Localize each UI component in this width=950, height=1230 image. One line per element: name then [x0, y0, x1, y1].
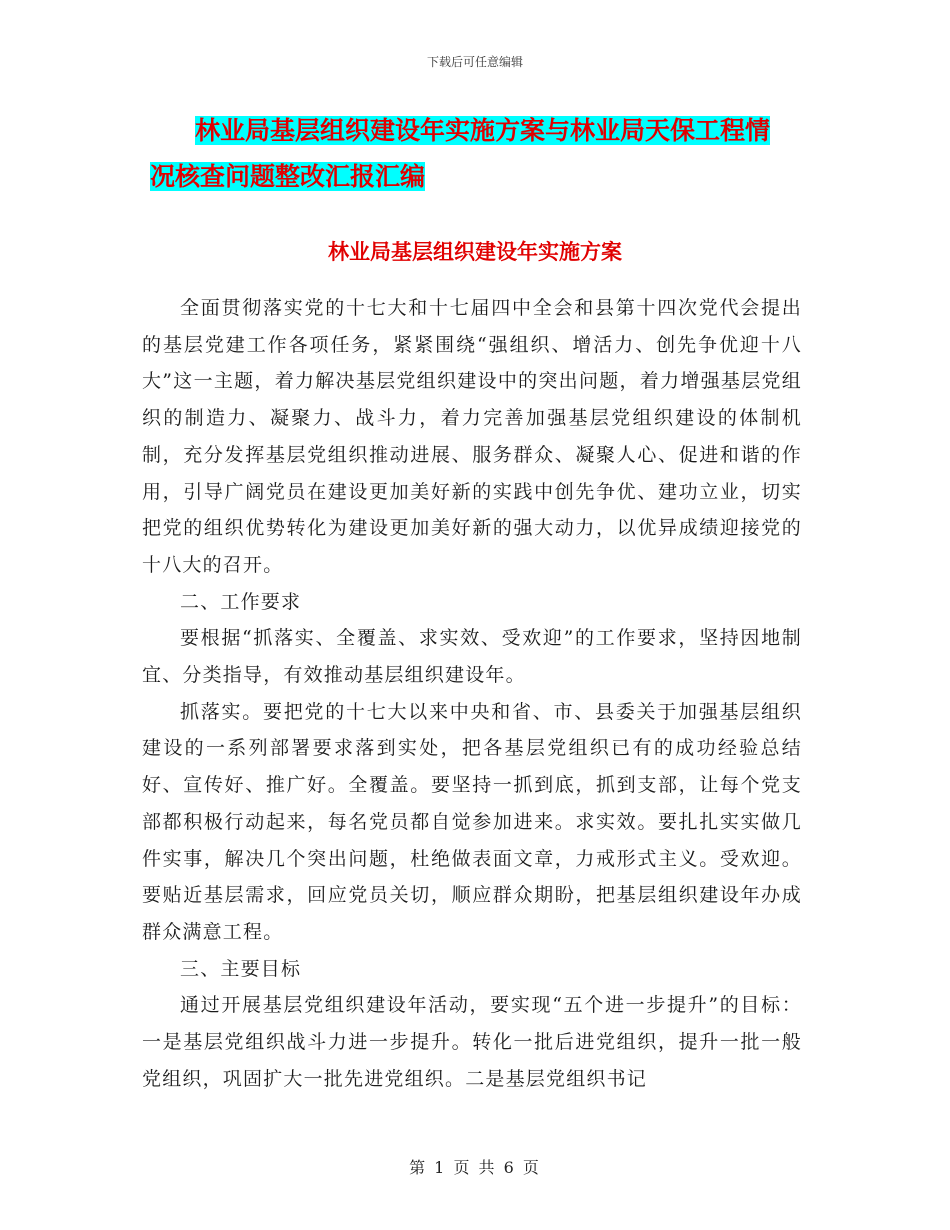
page-header: 下载后可任意编辑 [426, 55, 523, 69]
paragraph-requirements: 要根据“抓落实、全覆盖、求实效、受欢迎”的工作要求，坚持因地制宜、分类指导，有效推动基层组织建设年。 [142, 627, 802, 687]
paragraph-goals: 通过开展基层党组织建设年活动，要实现“五个进一步提升”的目标：一是基层党组织战斗力进一步提升。转化一批后进党组织，提升一批一般党组织，巩固扩大一批先进党组织。二是基层党组织书记 [142, 994, 802, 1090]
document-title-line-1 [150, 108, 800, 154]
title-highlight: 林业局基层组织建设年实施方案与林业局天保工程情 [195, 116, 771, 145]
document-body [142, 290, 802, 1097]
paragraph-intro: 全面贯彻落实党的十七大和十七届四中全会和县第十四次党代会提出的基层党建工作各项任务，紧紧围绕“强组织、增活力、创先争优迎十八大”这一主题，着力解决基层党组织建设中的突出问题，着力增强基层党组织的制造力、凝聚力、战斗力，着力完善加强基层党组织建设的体制机制，充分发挥基层党组织推动进展、服务群众、凝聚人心、促进和谐的作用，引导广阔党员在建设更加美好新的实践中创先争优、建功立业，切实把党的组织优势转化为建设更加美好新的强大动力，以优异成绩迎接党的十八大的召开。 [142, 297, 802, 576]
page-number: 第 1 页 共 6 页 [409, 1158, 541, 1177]
document-title-line-2 [150, 154, 800, 200]
heading-main-goals: 三、主要目标 [180, 957, 302, 980]
section-title: 林业局基层组织建设年实施方案 [328, 239, 622, 264]
heading-work-requirements: 二、工作要求 [180, 590, 302, 613]
title-highlight: 况核查问题整改汇报汇编 [150, 162, 426, 191]
document-title [150, 108, 800, 200]
paragraph-details: 抓落实。要把党的十七大以来中央和省、市、县委关于加强基层组织建设的一系列部署要求落到实处，把各基层党组织已有的成功经验总结好、宣传好、推广好。全覆盖。要坚持一抓到底，抓到支部，让每个党支部都积极行动起来，每名党员都自觉参加进来。求实效。要扎扎实实做几件实事，解决几个突出问题，杜绝做表面文章，力戒形式主义。受欢迎。要贴近基层需求，回应党员关切，顺应群众期盼，把基层组织建设年办成群众满意工程。 [142, 700, 802, 943]
